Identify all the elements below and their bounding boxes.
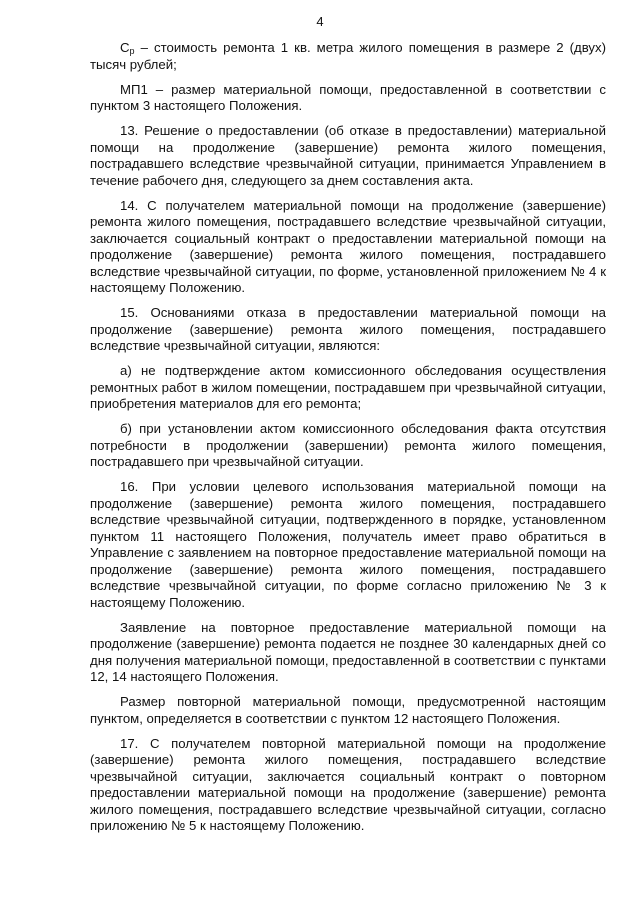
cost-symbol: С xyxy=(120,40,130,55)
cost-definition-text: – стоимость ремонта 1 кв. метра жилого помещения в размере 2 (двух) тысяч рублей; xyxy=(90,40,606,72)
document-body xyxy=(90,40,606,843)
paragraph-15-b: б) при установлении актом комиссионного обследования факта отсутствия потребности в продолжении (завершении) ремонта жилого помещения, пострадавшего при чрезвычайной ситуации. xyxy=(90,421,606,469)
cost-subscript: р xyxy=(129,46,135,56)
page-number: 4 xyxy=(316,14,324,29)
paragraph-13: 13. Решение о предоставлении (об отказе в предоставлении) материальной помощи на продолжение (завершение) ремонта жилого помещения, пострадавшего вследствие чрезвычайной ситуации, принимается Управлением в течение рабочего дня, следующего за днем составления акта. xyxy=(90,123,606,188)
paragraph-14: 14. С получателем материальной помощи на продолжение (завершение) ремонта жилого помещения, пострадавшего вследствие чрезвычайной ситуации, заключается социальный контракт о предоставлении материальной помощи на продолжение (завершение) ремонта жилого помещения, пострадавшего вследствие чрезвычайной ситуации, по форме, установленной приложением № 4 к настоящему Положению. xyxy=(90,197,606,295)
paragraph-15-a: а) не подтверждение актом комиссионного обследования осуществления ремонтных работ в жилом помещении, пострадавшем при чрезвычайной ситуации, приобретения материалов для его ремонта; xyxy=(90,363,606,411)
paragraph-mp1-definition: МП1 – размер материальной помощи, предоставленной в соответствии с пунктом 3 настоящего Положения. xyxy=(90,81,606,113)
paragraph-16-application-deadline: Заявление на повторное предоставление материальной помощи на продолжение (завершение) ремонта подается не позднее 30 календарных дней со дня получения материальной помощи, предоставленной в соответствии с пунктами 12, 14 настоящего Положения. xyxy=(90,619,606,684)
paragraph-cost-definition xyxy=(90,40,606,73)
paragraph-17: 17. С получателем повторной материальной помощи на продолжение (завершение) ремонта жилого помещения, пострадавшего вследствие чрезвычайной ситуации, заключается социальный контракт о повторном предоставлении материальной помощи на продолжение (завершение) ремонта жилого помещения, пострадавшего вследствие чрезвычайной ситуации, согласно приложению № 5 к настоящему Положению. xyxy=(90,735,606,833)
paragraph-15: 15. Основаниями отказа в предоставлении материальной помощи на продолжение (завершение) ремонта жилого помещения, пострадавшего вследствие чрезвычайной ситуации, являются: xyxy=(90,305,606,353)
paragraph-16-amount: Размер повторной материальной помощи, предусмотренной настоящим пунктом, определяется в соответствии с пунктом 12 настоящего Положения. xyxy=(90,694,606,726)
paragraph-16: 16. При условии целевого использования материальной помощи на продолжение (завершение) ремонта жилого помещения, пострадавшего вследствие чрезвычайной ситуации, подтвержденного в порядке, установленном пунктом 11 настоящего Положения, получатель имеет право обратиться в Управление с заявлением на повторное предоставление материальной помощи на продолжение (завершение) ремонта жилого помещения, пострадавшего вследствие чрезвычайной ситуации, по форме согласно приложению № 3 к настоящему Положению. xyxy=(90,479,606,610)
